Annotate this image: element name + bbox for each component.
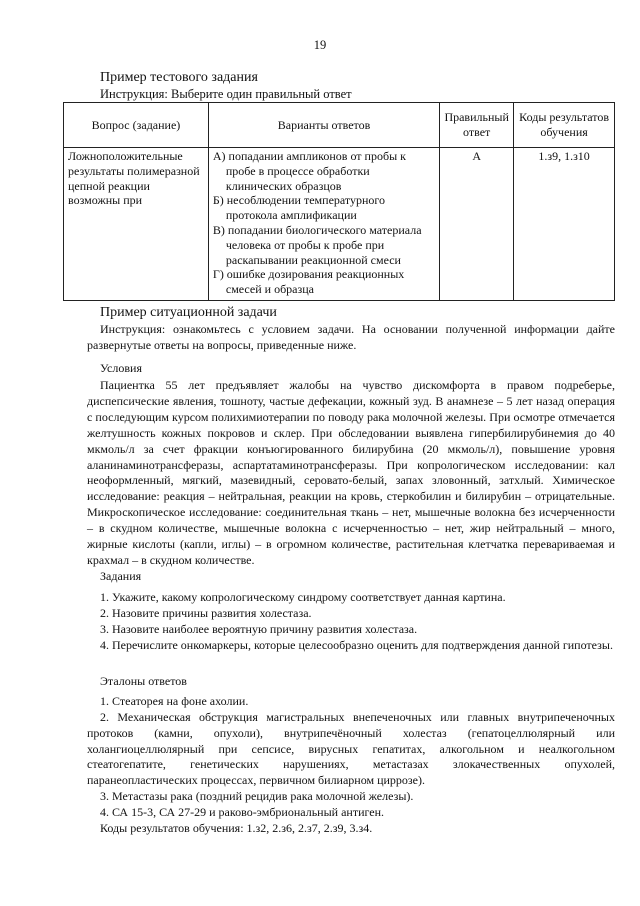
option-a: А) попадании ампликонов от пробы к пробе в процессе обработки клинических образцов: [212, 149, 406, 193]
test-table-header-row: [64, 103, 615, 148]
option-c: В) попадании биологического материала человека от пробы к пробе при раскапывании реакционной смеси: [212, 222, 422, 267]
test-instruction: Инструкция: Выберите один правильный ответ: [100, 87, 352, 101]
header-answer: Правильный ответ: [440, 103, 514, 148]
conditions-text: Пациентка 55 лет предъявляет жалобы на чувство дискомфорта в правом подреберье, диспепсические явления, тошноту, частые дефекации, кожный зуд. В анамнезе – 5 лет назад операция с последующим курсом полихимиотерапии по поводу рака молочной железы. При осмотре отмечается желтушность кожных покровов и склер. При обследовании выявлена гипербилирубинемия до 40 мкмоль/л за счет фракции конъюгированного билирубина (20 мкмоль/л), повышение уровня аланинаминотрансферазы, аспартатаминотрансферазы. При копрологическом исследовании: кал неоформленный, мягкий, мазевидный, серовато-белый, запах зловонный, затхлый. Химическое исследование: реакция – нейтральная, реакции на кровь, стеркобилин и билирубин – отрицательные. Микроскопическое исследование: соединительная ткань – нет, мышечные волокна без исчерченности – в скудном количестве, мышечные волокна с исчерченностью – нет, жир нейтральный – много, жирные кислоты (капли, иглы) – в огромном количестве, растительная клетчатка перевариваемая и крахмал – в скудном количестве.: [87, 378, 615, 567]
header-options: Варианты ответов: [208, 103, 439, 148]
header-question: Вопрос (задание): [64, 103, 209, 148]
codes-line: Коды результатов обучения: 1.з2, 2.з6, 2.з7, 2.з9, 3.з4.: [100, 821, 373, 835]
situational-heading: Пример ситуационной задачи: [100, 305, 277, 320]
task-3: 3. Назовите наиболее вероятную причину развития холестаза.: [100, 622, 418, 636]
answer-cell: А: [440, 148, 514, 301]
answer-3: 3. Метастазы рака (поздний рецидив рака молочной железы).: [100, 789, 414, 803]
codes-cell: 1.з9, 1.з10: [514, 148, 615, 301]
options-cell: [208, 148, 439, 301]
answers-heading: Эталоны ответов: [100, 674, 187, 688]
conditions-heading: Условия: [100, 361, 142, 375]
task-1: 1. Укажите, какому копрологическому синдрому соответствует данная картина.: [100, 590, 506, 604]
answer-2: 2. Механическая обструкция магистральных внепеченочных или главных внутрипеченочных протоков (камни, опухоли), внутрипечёночный холестаз (гепатоцеллюлярный или холангиоцеллюлярный при сепсисе, вирусных гепатитах, алкогольном и неалкогольном стеатогепатите, генетических нарушениях, метастазах злокачественных опухолей, паранеопластических процессах, первичном билиарном циррозе).: [87, 710, 615, 788]
task-2: 2. Назовите причины развития холестаза.: [100, 606, 312, 620]
tasks-heading: Задания: [100, 569, 142, 583]
answer-4: 4. СА 15-3, СА 27-29 и раково-эмбриональный антиген.: [100, 805, 384, 819]
situational-instruction: Инструкция: ознакомьтесь с условием задачи. На основании полученной информации дайте развернутые ответы на вопросы, приведенные ниже.: [87, 322, 615, 352]
question-cell: Ложноположительные результаты полимеразной цепной реакции возможны при: [64, 148, 209, 301]
task-4: 4. Перечислите онкомаркеры, которые целесообразно оценить для подтверждения данной гипотезы.: [100, 638, 613, 652]
option-b: Б) несоблюдении температурного протокола амплификации: [212, 193, 386, 223]
test-table: [63, 102, 615, 301]
answer-1: 1. Стеаторея на фоне ахолии.: [100, 694, 249, 708]
option-d: Г) ошибке дозирования реакционных смесей и образца: [212, 267, 405, 297]
test-table-row: [64, 148, 615, 301]
page-number: 19: [313, 38, 327, 52]
header-codes: Коды результатов обучения: [514, 103, 615, 148]
test-heading: Пример тестового задания: [100, 70, 258, 85]
